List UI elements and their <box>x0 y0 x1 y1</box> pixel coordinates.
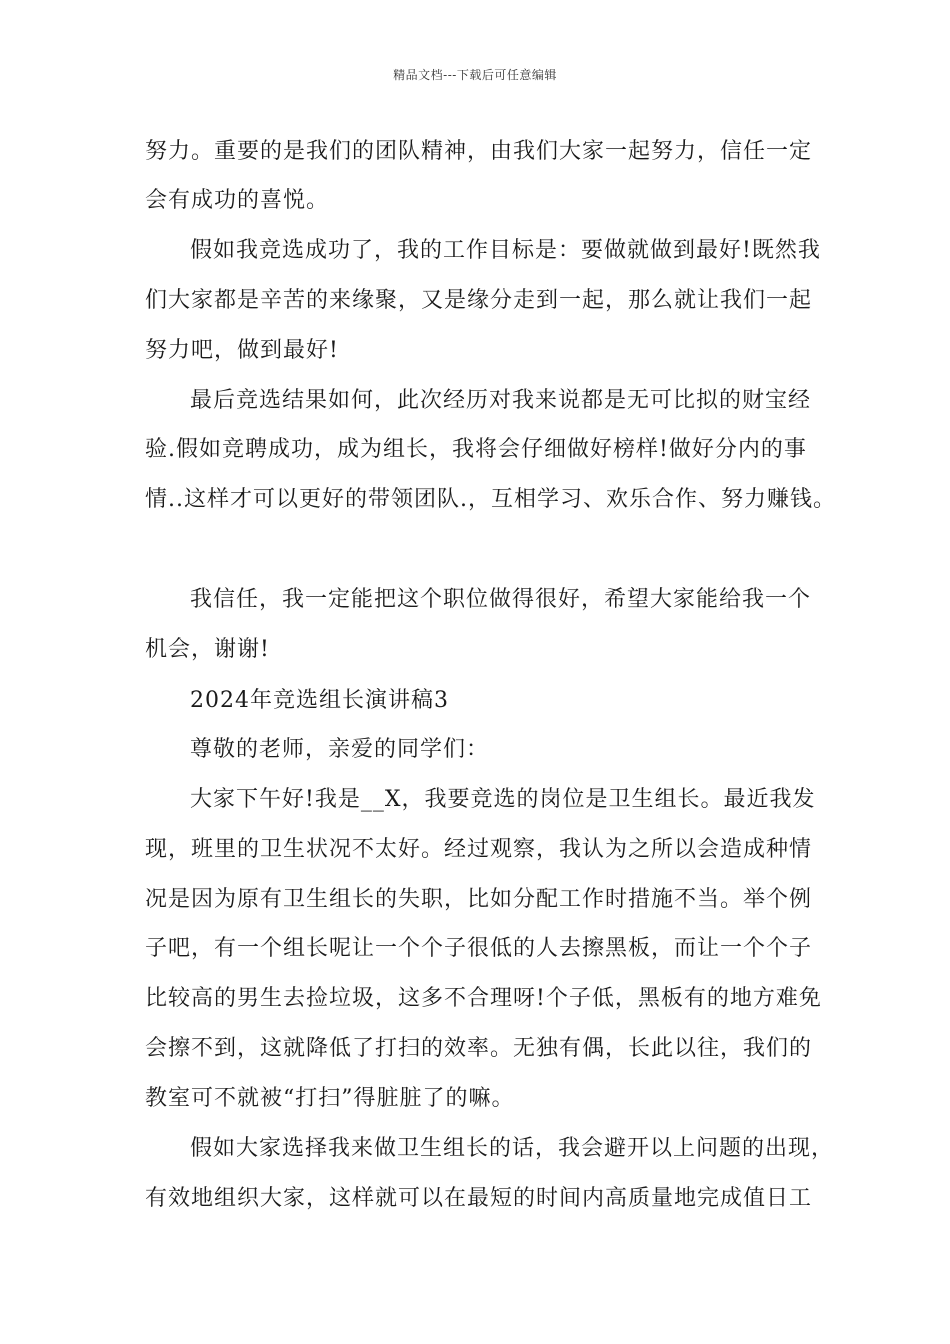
paragraph-line: 努力吧，做到最好! <box>145 338 339 363</box>
paragraph-line: 比较高的男生去捡垃圾，这多不合理呀!个子低，黑板有的地方难免 <box>145 986 822 1011</box>
page-header: 精品文档---下载后可任意编辑 <box>393 68 557 82</box>
paragraph-line: 有效地组织大家，这样就可以在最短的时间内高质量地完成值日工 <box>145 1186 813 1211</box>
paragraph-line: 最后竞选结果如何，此次经历对我来说都是无可比拟的财宝经 <box>190 388 812 413</box>
paragraph-line: 验.假如竞聘成功，成为组长，我将会仔细做好榜样!做好分内的事 <box>145 437 807 462</box>
paragraph-line: 会擦不到，这就降低了打扫的效率。无独有偶，长此以往，我们的 <box>145 1036 813 1061</box>
paragraph-line: 努力。重要的是我们的团队精神，由我们大家一起努力，信任一定 <box>145 139 813 164</box>
paragraph-line: 假如我竞选成功了，我的工作目标是：要做就做到最好!既然我 <box>190 238 821 263</box>
paragraph-line: 机会，谢谢! <box>145 637 270 662</box>
paragraph-line: 假如大家选择我来做卫生组长的话，我会避开以上问题的出现， <box>190 1136 835 1161</box>
paragraph-line: 现，班里的卫生状况不太好。经过观察，我认为之所以会造成种情 <box>145 837 813 862</box>
paragraph-line: 们大家都是辛苦的来缘聚，又是缘分走到一起，那么就让我们一起 <box>145 288 813 313</box>
paragraph-line: 子吧，有一个组长呢让一个个子很低的人去擦黑板，而让一个个子 <box>145 936 813 961</box>
paragraph-line: 情..这样才可以更好的带领团队.，互相学习、欢乐合作、努力赚钱。 <box>145 487 836 512</box>
salutation: 尊敬的老师，亲爱的同学们： <box>190 737 490 762</box>
paragraph-line: 会有成功的喜悦。 <box>145 188 330 213</box>
section-heading: 2024年竞选组长演讲稿3 <box>190 688 449 713</box>
paragraph-line: 教室可不就被“打扫”得脏脏了的嘛。 <box>145 1086 515 1111</box>
paragraph-line: 我信任，我一定能把这个职位做得很好，希望大家能给我一个 <box>190 587 812 612</box>
paragraph-line: 大家下午好!我是__X，我要竞选的岗位是卫生组长。最近我发 <box>190 787 816 812</box>
paragraph-line: 况是因为原有卫生组长的失职，比如分配工作时措施不当。举个例 <box>145 887 813 912</box>
